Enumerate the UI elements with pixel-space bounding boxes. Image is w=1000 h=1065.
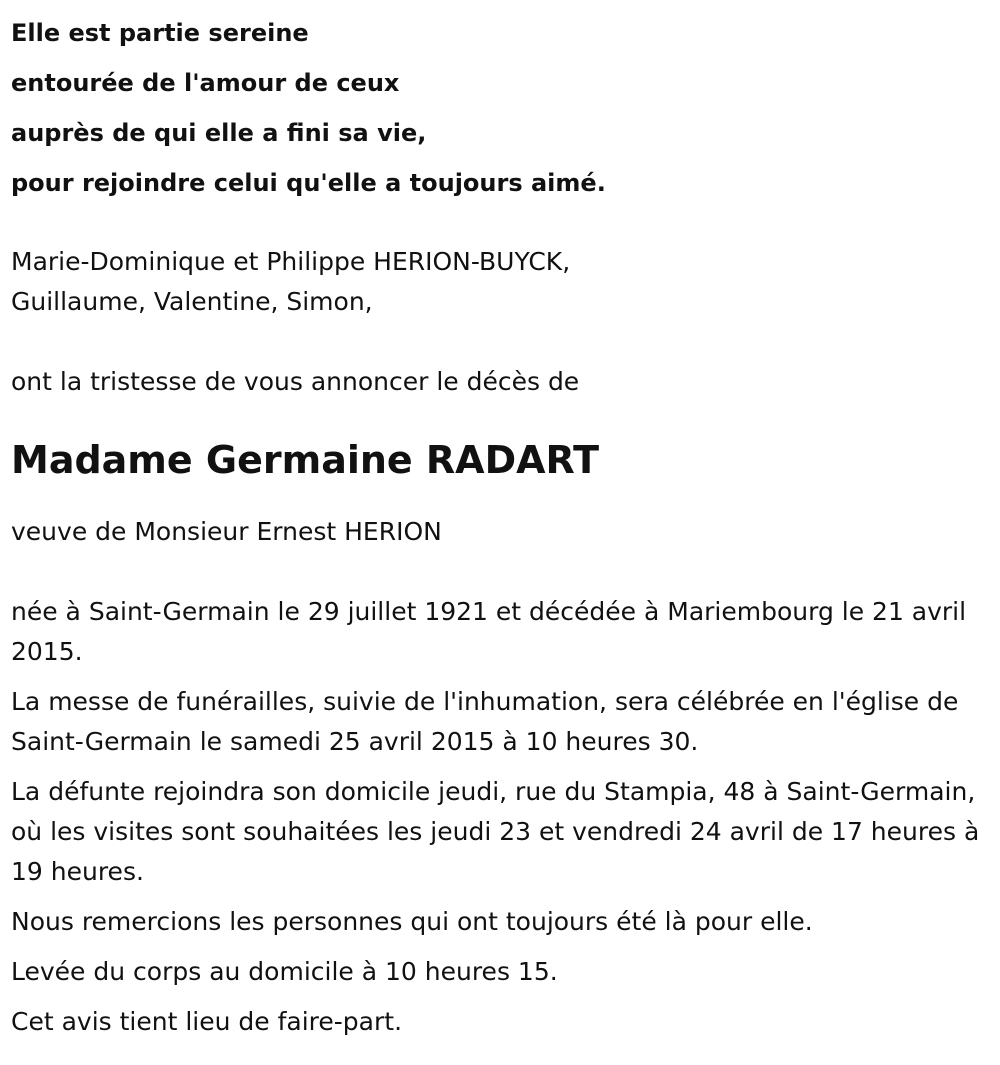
epigraph-line: auprès de qui elle a fini sa vie,: [11, 119, 427, 147]
family-names: [11, 242, 990, 322]
family-line-parents: Marie-Dominique et Philippe HERION-BUYCK,: [11, 247, 571, 276]
notice-text: Cet avis tient lieu de faire-part.: [11, 1007, 403, 1036]
announcement-text: ont la tristesse de vous annoncer le décès de: [11, 367, 580, 396]
epigraph-line: Elle est partie sereine: [11, 19, 309, 47]
departure-text: Levée du corps au domicile à 10 heures 15.: [11, 957, 558, 986]
epigraph-line: pour rejoindre celui qu'elle a toujours aimé.: [11, 169, 606, 197]
thanks-text: Nous remercions les personnes qui ont toujours été là pour elle.: [11, 907, 813, 936]
widow-of-text: veuve de Monsieur Ernest HERION: [11, 517, 442, 546]
deceased-name: Madame Germaine RADART: [11, 438, 600, 482]
family-line-children: Guillaume, Valentine, Simon,: [11, 287, 373, 316]
funeral-text: La messe de funérailles, suivie de l'inhumation, sera célébrée en l'église de Saint-Germain le samedi 25 avril 2015 à 10 heures 30.: [11, 687, 959, 756]
birth-death-text: née à Saint-Germain le 29 juillet 1921 et décédée à Mariembourg le 21 avril 2015.: [11, 597, 967, 666]
epigraph-line: entourée de l'amour de ceux: [11, 69, 400, 97]
epigraph: [11, 8, 990, 208]
visits-text: La défunte rejoindra son domicile jeudi, rue du Stampia, 48 à Saint-Germain, où les visites sont souhaitées les jeudi 23 et vendredi 24 avril de 17 heures à 19 heures.: [11, 777, 980, 886]
